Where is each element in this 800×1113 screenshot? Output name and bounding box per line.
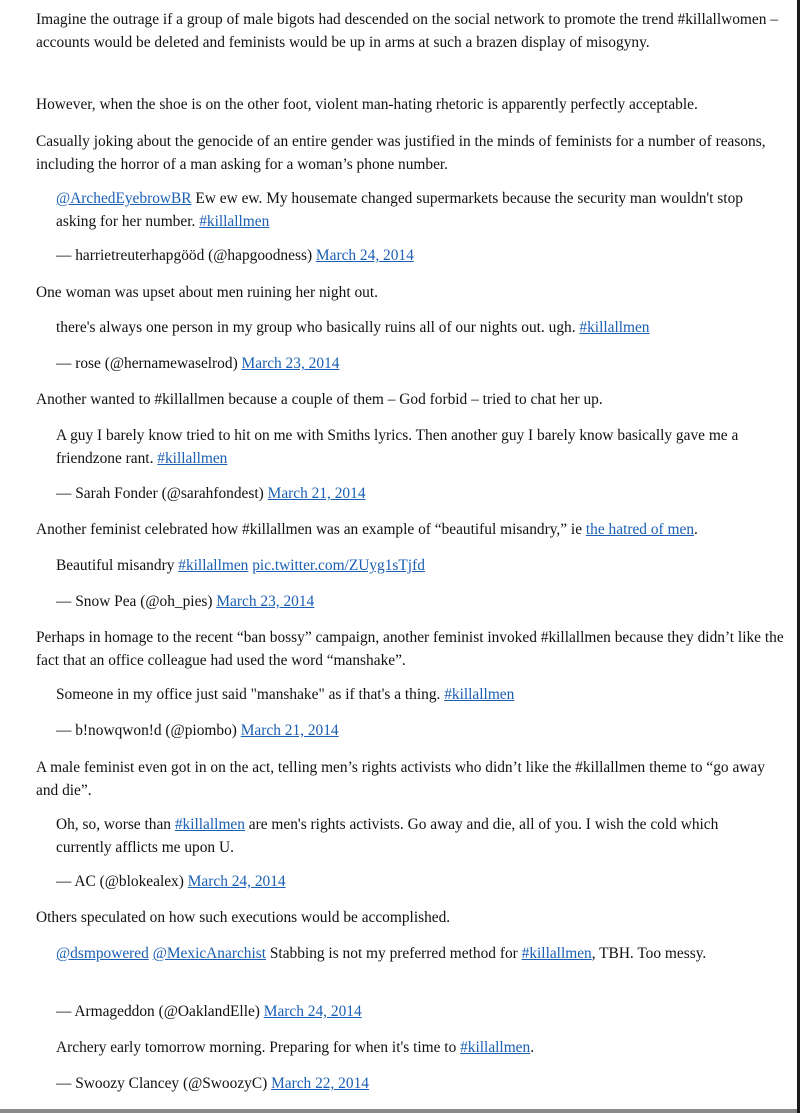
tweet-mention-link[interactable]: @dsmpowered [56,945,149,962]
tweet-text: Archery early tomorrow morning. Preparing for when it's time to #killallmen. [56,1039,535,1056]
tweet-text: Someone in my office just said "manshake" as if that's a thing. #killallmen [56,686,515,703]
bottom-scroll-edge [0,1109,797,1113]
tweet-attribution: — harrietreuterhapgööd (@hapgoodness) March 24, 2014 [56,247,414,264]
tweet-date-link[interactable]: March 24, 2014 [187,873,286,890]
hashtag-link[interactable]: #killallmen [521,945,592,962]
tweet-attribution: — Armageddon (@OaklandElle) March 24, 2014 [56,1003,362,1020]
hashtag-link[interactable]: #killallmen [579,319,650,336]
paragraph: Perhaps in homage to the recent “ban bossy” campaign, another feminist invoked #killallmen because they didn’t like the fact that an office colleague had used the word “manshake”. [36,629,784,669]
hashtag-link[interactable]: #killallmen [444,686,515,703]
hashtag-link[interactable]: #killallmen [178,557,249,574]
tweet-date-link[interactable]: March 21, 2014 [267,485,366,502]
tweet-mention-link[interactable]: @ArchedEyebrowBR [56,190,192,207]
tweet-date-link[interactable]: March 23, 2014 [241,355,340,372]
paragraph: A male feminist even got in on the act, telling men’s rights activists who didn’t like the #killallmen theme to “go away and die”. [36,759,765,799]
paragraph: However, when the shoe is on the other foot, violent man-hating rhetoric is apparently perfectly acceptable. [36,96,698,113]
tweet-mention-link[interactable]: @MexicAnarchist [152,945,267,962]
hatred-of-men-link[interactable]: the hatred of men [585,521,695,538]
tweet-attribution: — AC (@blokealex) March 24, 2014 [56,873,286,890]
tweet-date-link[interactable]: March 23, 2014 [216,593,315,610]
tweet-text: @ArchedEyebrowBR Ew ew ew. My housemate changed supermarkets because the security man wouldn't stop asking for her number. #killallmen [56,190,743,230]
hashtag-link[interactable]: #killallmen [199,212,270,230]
hashtag-link[interactable]: #killallmen [157,449,228,467]
tweet-date-link[interactable]: March 22, 2014 [271,1075,369,1092]
tweet-text: A guy I barely know tried to hit on me with Smiths lyrics. Then another guy I barely know basically gave me a friendzone rant. #killallmen [56,427,739,467]
tweet-attribution: — Sarah Fonder (@sarahfondest) March 21, 2014 [56,485,366,502]
paragraph: Imagine the outrage if a group of male bigots had descended on the social network to promote the trend #killallwomen – accounts would be deleted and feminists would be up in arms at such a brazen display of misogyny. [36,11,778,51]
paragraph: Casually joking about the genocide of an entire gender was justified in the minds of feminists for a number of reasons, including the horror of a man asking for a woman’s phone number. [36,133,766,173]
paragraph: One woman was upset about men ruining her night out. [36,284,378,301]
tweet-attribution: — rose (@hernamewaselrod) March 23, 2014 [56,355,340,372]
tweet-attribution: — Snow Pea (@oh_pies) March 23, 2014 [56,593,315,610]
paragraph: Others speculated on how such executions would be accomplished. [36,909,451,926]
paragraph: Another feminist celebrated how #killallmen was an example of “beautiful misandry,” ie the hatred of men. [36,521,698,538]
hashtag-link[interactable]: #killallmen [460,1039,531,1056]
hashtag-link[interactable]: #killallmen [174,816,245,833]
tweet-text: @dsmpowered @MexicAnarchist Stabbing is not my preferred method for #killallmen, TBH. Too messy. [56,945,707,962]
pic-twitter-link[interactable]: pic.twitter.com/ZUyg1sTjfd [252,557,425,574]
tweet-attribution: — b!nowqwon!d (@piombo) March 21, 2014 [56,722,339,739]
tweet-date-link[interactable]: March 24, 2014 [315,247,414,264]
tweet-text: Beautiful misandry #killallmen pic.twitter.com/ZUyg1sTjfd [56,557,425,574]
tweet-attribution: — Swoozy Clancey (@SwoozyC) March 22, 2014 [56,1075,369,1092]
tweet-date-link[interactable]: March 21, 2014 [240,722,339,739]
tweet-text: there's always one person in my group who basically ruins all of our nights out. ugh. #killallmen [56,319,650,336]
tweet-date-link[interactable]: March 24, 2014 [263,1003,362,1020]
paragraph: Another wanted to #killallmen because a couple of them – God forbid – tried to chat her up. [36,391,603,408]
tweet-text: Oh, so, worse than #killallmen are men's rights activists. Go away and die, all of you. I wish the cold which currently afflicts me upon U. [56,816,719,856]
